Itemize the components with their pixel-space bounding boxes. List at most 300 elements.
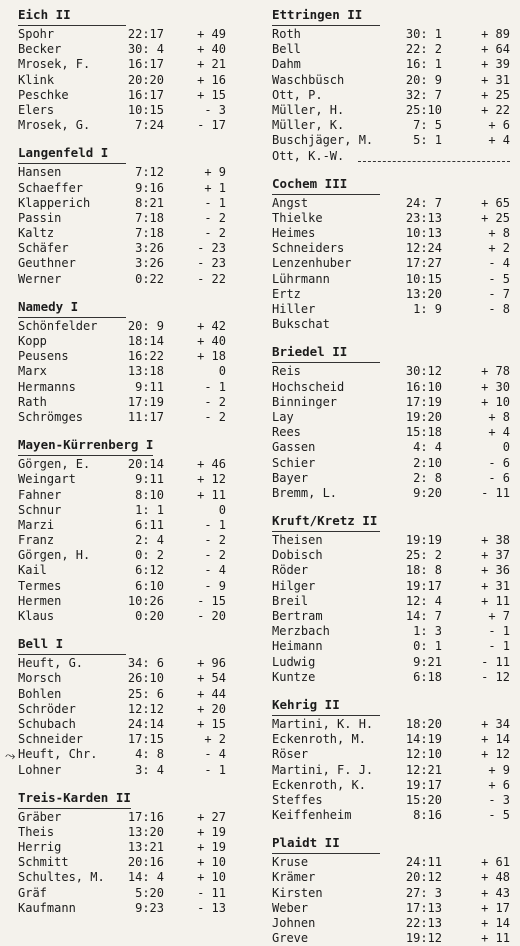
player-diff: - 15 <box>197 593 226 608</box>
player-diff: - 2 <box>204 548 226 563</box>
player-score: 17:13 <box>405 900 442 915</box>
player-score: 10:15 <box>127 102 164 117</box>
player-name: Bertram <box>272 609 323 623</box>
player-diff: - 6 <box>488 470 510 485</box>
team-block-eich-ii <box>18 4 246 133</box>
player-diff: - 11 <box>481 654 510 669</box>
player-score: 32: 7 <box>405 87 442 102</box>
player-score: 20:14 <box>127 457 164 472</box>
player-diff: - 2 <box>204 533 226 548</box>
player-row <box>272 670 514 685</box>
player-name: Schrömges <box>18 409 84 424</box>
player-diff: - 4 <box>204 747 226 762</box>
player-score: 3: 4 <box>135 762 164 777</box>
player-score: 16:22 <box>127 349 164 364</box>
player-score: 0: 2 <box>135 548 164 563</box>
player-name: Peusens <box>18 349 69 364</box>
player-row <box>272 410 514 425</box>
player-diff: - 1 <box>204 762 226 777</box>
player-score: 20: 9 <box>405 72 442 87</box>
player-score: 22:17 <box>127 27 164 41</box>
player-row <box>18 810 246 825</box>
player-score: 6:12 <box>135 563 164 578</box>
player-score: 5:20 <box>135 885 164 900</box>
player-name: Ludwig <box>272 654 316 669</box>
player-row <box>272 471 514 486</box>
player-score: 13:21 <box>127 840 164 855</box>
player-name: Ott, P. <box>272 87 323 102</box>
player-diff: + 19 <box>197 824 226 839</box>
player-name: Buschjäger, M. <box>272 133 374 148</box>
player-name: Martini, K. H. <box>272 716 374 731</box>
player-name: Geuthner <box>18 256 76 271</box>
player-name: Görgen, H. <box>18 548 91 563</box>
player-row <box>18 42 246 57</box>
player-score: 30:12 <box>405 364 442 379</box>
player-row <box>18 196 246 211</box>
player-name: Schier <box>272 455 316 470</box>
player-name: Heuft, G. <box>18 656 84 671</box>
player-row <box>18 410 246 425</box>
player-name: Reis <box>272 364 301 379</box>
player-score: 0:20 <box>135 609 164 623</box>
player-score: 7:24 <box>135 118 164 133</box>
player-row <box>272 901 514 916</box>
player-name: Hochscheid <box>272 379 345 394</box>
player-row <box>272 364 514 379</box>
player-diff: + 25 <box>481 210 510 225</box>
player-row <box>272 548 514 563</box>
player-diff: + 96 <box>197 656 226 671</box>
player-row <box>272 486 514 501</box>
player-row <box>272 302 514 317</box>
player-diff: - 20 <box>197 609 226 623</box>
player-score: 9:23 <box>135 900 164 915</box>
player-name: Mrosek, G. <box>18 118 91 133</box>
player-name: Binninger <box>272 394 338 409</box>
player-score: 3:26 <box>135 256 164 271</box>
player-diff: + 48 <box>481 870 510 885</box>
player-score: 0:22 <box>135 271 164 286</box>
right-column <box>272 4 514 946</box>
player-diff: + 2 <box>204 732 226 747</box>
player-diff: - 23 <box>197 241 226 256</box>
player-score: 18:14 <box>127 334 164 348</box>
player-row <box>272 211 514 226</box>
player-diff: + 10 <box>197 855 226 870</box>
player-score: 14:19 <box>405 732 442 747</box>
player-row <box>272 732 514 747</box>
player-name: Schönfelder <box>18 318 98 333</box>
player-row <box>18 594 246 609</box>
player-diff: - 9 <box>204 578 226 593</box>
player-name: Weingart <box>18 472 76 487</box>
player-name: Gräber <box>18 809 62 824</box>
player-score: 9:21 <box>413 654 442 669</box>
player-name: Kopp <box>18 334 47 348</box>
player-diff: + 9 <box>204 165 226 180</box>
player-score: 2: 8 <box>413 470 442 485</box>
player-score: 22: 2 <box>405 42 442 57</box>
player-row <box>18 165 246 180</box>
player-row <box>18 181 246 196</box>
player-name: Franz <box>18 533 55 548</box>
player-row <box>18 901 246 916</box>
player-name: Klaus <box>18 609 55 623</box>
player-name: Kuntze <box>272 669 316 684</box>
team-block-langenfeld-i <box>18 142 246 287</box>
player-score: 12: 4 <box>405 593 442 608</box>
player-score: 24:14 <box>127 716 164 731</box>
player-diff: + 46 <box>197 457 226 472</box>
player-name: Waschbüsch <box>272 72 345 87</box>
player-score: 9:16 <box>135 180 164 195</box>
player-row <box>18 272 246 287</box>
player-name: Steffes <box>272 792 323 807</box>
player-diff: + 31 <box>481 578 510 593</box>
player-score: 16:17 <box>127 87 164 102</box>
player-row <box>18 763 246 778</box>
player-row <box>272 916 514 931</box>
player-diff: - 3 <box>204 102 226 117</box>
player-name: Müller, K. <box>272 118 345 133</box>
player-row <box>18 364 246 379</box>
player-row <box>272 778 514 793</box>
player-name: Lührmann <box>272 271 330 286</box>
player-score: 1: 3 <box>413 624 442 639</box>
player-diff: 0 <box>218 364 226 379</box>
player-row <box>18 579 246 594</box>
player-diff: - 6 <box>488 455 510 470</box>
player-row <box>272 855 514 870</box>
player-row <box>18 226 246 241</box>
player-name: Herrig <box>18 840 62 855</box>
player-diff: 0 <box>502 440 510 455</box>
player-row <box>272 133 514 148</box>
left-column <box>5 4 246 916</box>
player-diff: + 19 <box>197 840 226 855</box>
player-name: Görgen, E. <box>18 457 91 472</box>
player-diff: + 11 <box>197 487 226 502</box>
player-score: 1: 9 <box>413 302 442 316</box>
player-score: 18:20 <box>405 716 442 731</box>
player-diff: - 4 <box>488 256 510 271</box>
player-score: 34: 6 <box>127 656 164 671</box>
player-score: 19:19 <box>405 533 442 548</box>
player-name: Marzi <box>18 517 55 532</box>
player-name: Termes <box>18 578 62 593</box>
player-score: 10:26 <box>127 593 164 608</box>
player-score: 5: 1 <box>413 133 442 148</box>
player-score: 26:10 <box>127 671 164 686</box>
player-diff: + 6 <box>488 777 510 792</box>
player-score: 17:19 <box>405 394 442 409</box>
player-name: Keiffenheim <box>272 808 352 823</box>
player-diff: - 1 <box>488 624 510 639</box>
player-name: Merzbach <box>272 624 330 639</box>
player-diff: + 6 <box>488 118 510 133</box>
player-score: 11:17 <box>127 409 164 424</box>
player-score: 30: 4 <box>127 42 164 57</box>
player-name: Schmitt <box>18 855 69 870</box>
player-row <box>272 793 514 808</box>
player-diff: + 31 <box>481 72 510 87</box>
player-name: Schneiders <box>272 241 345 256</box>
player-row <box>18 609 246 624</box>
player-name: Bukschat <box>272 317 330 332</box>
player-row <box>18 88 246 103</box>
team-block-ettringen-ii <box>272 4 514 164</box>
player-score: 17:27 <box>405 256 442 271</box>
player-diff: + 8 <box>488 226 510 241</box>
team-block-mayen-k-rrenberg-i <box>18 434 246 624</box>
player-row <box>272 456 514 471</box>
player-diff: 0 <box>218 502 226 517</box>
player-row <box>18 395 246 410</box>
player-diff: - 17 <box>197 118 226 133</box>
player-row <box>18 855 246 870</box>
player-name: Johnen <box>272 916 316 930</box>
player-score: 25: 6 <box>127 686 164 701</box>
player-row <box>272 196 514 211</box>
player-row <box>272 747 514 762</box>
player-row <box>18 349 246 364</box>
player-score: 12:21 <box>405 762 442 777</box>
player-row <box>272 395 514 410</box>
player-score: 25:10 <box>405 102 442 117</box>
player-row <box>272 870 514 885</box>
player-score: 6:10 <box>135 578 164 593</box>
player-name: Kaltz <box>18 226 55 241</box>
player-score: 14: 7 <box>405 609 442 623</box>
player-row <box>18 73 246 88</box>
player-score: 20:20 <box>127 72 164 87</box>
team-title: Treis-Karden II <box>18 789 131 809</box>
player-diff: + 65 <box>481 195 510 210</box>
player-row <box>272 287 514 302</box>
player-diff: + 54 <box>197 671 226 686</box>
player-diff: + 8 <box>488 409 510 424</box>
player-name: Rath <box>18 394 47 409</box>
team-title: Langenfeld I <box>18 144 126 164</box>
player-name: Lay <box>272 409 294 424</box>
player-diff: - 8 <box>488 302 510 316</box>
player-row <box>18 319 246 334</box>
player-name: Marx <box>18 364 47 379</box>
player-diff: - 11 <box>481 485 510 500</box>
player-row <box>18 118 246 133</box>
player-row <box>272 256 514 271</box>
player-score: 25: 2 <box>405 548 442 563</box>
player-score: 8:21 <box>135 195 164 210</box>
player-score: 20:12 <box>405 870 442 885</box>
player-diff: + 11 <box>481 931 510 946</box>
player-score: 16:10 <box>405 379 442 394</box>
player-row <box>272 886 514 901</box>
player-row <box>18 503 246 518</box>
player-diff: + 15 <box>197 716 226 731</box>
team-title: Kruft/Kretz II <box>272 512 380 532</box>
player-row <box>18 870 246 885</box>
player-name: Fahner <box>18 487 62 502</box>
player-diff: + 38 <box>481 533 510 548</box>
player-name: Hansen <box>18 165 62 180</box>
player-name: Weber <box>272 900 309 915</box>
player-diff: + 18 <box>197 349 226 364</box>
player-score: 27: 3 <box>405 885 442 900</box>
player-score: 9:11 <box>135 379 164 394</box>
player-score: 22:13 <box>405 916 442 930</box>
team-title: Cochem III <box>272 175 380 195</box>
player-row <box>18 380 246 395</box>
player-name: Schröder <box>18 701 76 716</box>
player-diff: - 5 <box>488 271 510 286</box>
player-diff: + 27 <box>197 809 226 824</box>
player-diff: + 4 <box>488 133 510 148</box>
player-score: 9:20 <box>413 485 442 500</box>
player-name: Schneider <box>18 732 84 747</box>
player-name: Lenzenhuber <box>272 256 352 271</box>
player-diff: - 22 <box>197 271 226 286</box>
player-row <box>272 118 514 133</box>
team-block-treis-karden-ii <box>18 787 246 916</box>
player-score: 19:17 <box>405 777 442 792</box>
player-score: 12:12 <box>127 701 164 716</box>
team-block-cochem-iii <box>272 173 514 333</box>
player-name: Müller, H. <box>272 102 345 117</box>
player-score: 24:11 <box>405 855 442 870</box>
player-name: Klapperich <box>18 195 91 210</box>
player-name: Heimann <box>272 639 323 654</box>
player-diff: + 78 <box>481 364 510 379</box>
player-row <box>272 763 514 778</box>
player-row <box>272 624 514 639</box>
player-diff: + 20 <box>197 701 226 716</box>
player-score: 14: 4 <box>127 870 164 885</box>
player-score: 1: 1 <box>135 502 164 517</box>
player-row <box>18 840 246 855</box>
player-row <box>18 334 246 349</box>
player-score: 4: 4 <box>413 440 442 455</box>
team-title: Namedy I <box>18 298 126 318</box>
player-name: Eckenroth, M. <box>272 732 366 747</box>
player-diff: + 2 <box>488 241 510 256</box>
player-diff: + 40 <box>197 42 226 57</box>
player-name: Bayer <box>272 470 309 485</box>
player-diff: + 64 <box>481 42 510 57</box>
player-score: 0: 1 <box>413 639 442 654</box>
player-row <box>5 747 246 765</box>
player-score: 13:18 <box>127 364 164 379</box>
player-diff: + 40 <box>197 334 226 348</box>
player-name: Eckenroth, K. <box>272 777 366 792</box>
player-score: 3:26 <box>135 241 164 256</box>
player-score: 16:17 <box>127 57 164 72</box>
player-row <box>272 609 514 624</box>
player-row <box>272 579 514 594</box>
player-row <box>272 88 514 103</box>
player-row <box>18 241 246 256</box>
player-diff: - 11 <box>197 885 226 900</box>
player-row <box>272 241 514 256</box>
player-name: Bell <box>272 42 301 57</box>
player-row <box>18 717 246 732</box>
player-row <box>272 425 514 440</box>
player-name: Werner <box>18 271 62 286</box>
player-name: Elers <box>18 102 55 117</box>
player-name: Schubach <box>18 716 76 731</box>
player-name: Rees <box>272 425 301 440</box>
player-name: Röser <box>272 747 309 762</box>
player-name: Kaufmann <box>18 900 76 915</box>
player-diff: + 10 <box>481 394 510 409</box>
player-score: 15:20 <box>405 792 442 807</box>
player-score: 19:20 <box>405 409 442 424</box>
player-row <box>18 563 246 578</box>
player-row <box>272 272 514 287</box>
bracket-mark-icon: ⤳ <box>5 749 16 765</box>
player-name: Ertz <box>272 286 301 301</box>
team-title: Mayen-Kürrenberg I <box>18 436 153 456</box>
player-name: Gräf <box>18 885 47 900</box>
player-score: 18: 8 <box>405 563 442 578</box>
team-block-namedy-i <box>18 296 246 425</box>
player-row <box>18 472 246 487</box>
player-diff: - 1 <box>488 639 510 654</box>
player-name: Dobisch <box>272 548 323 563</box>
player-diff: + 42 <box>197 318 226 333</box>
player-score: 16: 1 <box>405 57 442 72</box>
player-row <box>18 488 246 503</box>
team-block-briedel-ii <box>272 341 514 501</box>
player-diff: + 25 <box>481 87 510 102</box>
player-diff: + 12 <box>197 472 226 487</box>
player-row <box>272 57 514 72</box>
player-name: Hermen <box>18 593 62 608</box>
player-name: Kail <box>18 563 47 578</box>
player-row <box>272 440 514 455</box>
player-name: Gassen <box>272 440 316 455</box>
player-name: Bohlen <box>18 686 62 701</box>
player-name: Schäfer <box>18 241 69 256</box>
player-row <box>18 256 246 271</box>
player-diff: + 4 <box>488 425 510 440</box>
player-row <box>18 548 246 563</box>
player-name: Ott, K.-W. <box>272 148 345 163</box>
player-score: 10:15 <box>405 271 442 286</box>
player-name: Roth <box>272 27 301 41</box>
player-name: Mrosek, F. <box>18 57 91 72</box>
player-name: Hiller <box>272 302 316 316</box>
player-name: Peschke <box>18 87 69 102</box>
player-score: 10:13 <box>405 226 442 241</box>
player-row <box>18 103 246 118</box>
player-diff: + 21 <box>197 57 226 72</box>
player-diff: + 22 <box>481 102 510 117</box>
player-diff: + 14 <box>481 916 510 930</box>
player-diff: - 2 <box>204 226 226 241</box>
player-diff: - 1 <box>204 379 226 394</box>
player-name: Schultes, M. <box>18 870 105 885</box>
player-name: Kruse <box>272 855 309 870</box>
player-diff: + 15 <box>197 87 226 102</box>
player-row <box>272 73 514 88</box>
player-name: Heuft, Chr. <box>18 747 98 762</box>
player-diff: - 1 <box>204 517 226 532</box>
player-row <box>18 533 246 548</box>
player-name: Breil <box>272 593 309 608</box>
player-row <box>18 27 246 42</box>
